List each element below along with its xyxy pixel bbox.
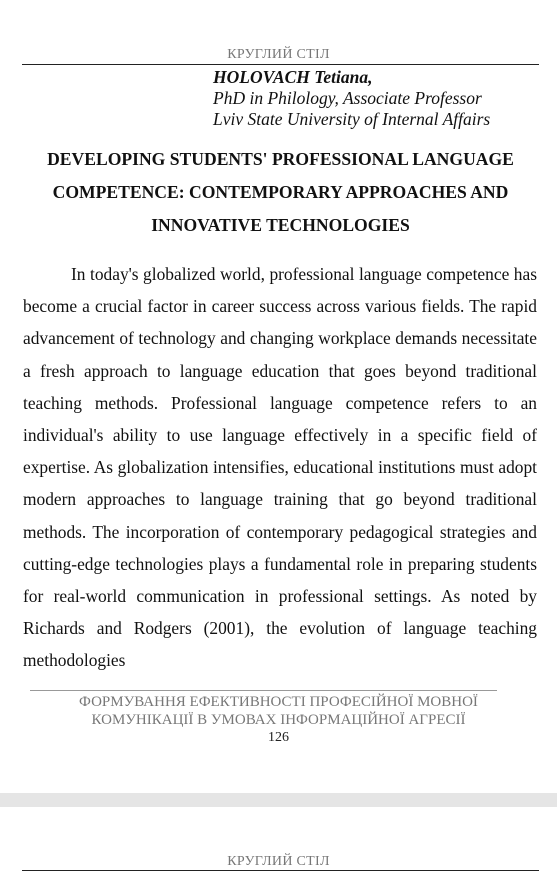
header-rule [22, 64, 539, 65]
footer-line-1: ФОРМУВАННЯ ЕФЕКТИВНОСТІ ПРОФЕСІЙНОЇ МОВНОЇ [79, 694, 478, 710]
page-separator [0, 793, 557, 807]
author-name: HOLOVACH Tetiana, [213, 67, 373, 87]
next-header-rule [22, 870, 539, 871]
body-paragraph: In today's globalized world, professional language competence has become a crucial factor in career success across various fields. The rapid advancement of technology and changing workplace demands necessitate a fresh approach to language education that goes beyond traditional teaching methods. Professional language competence refers to an individual's ability to use language effectively in a specific field of expertise. As globalization intensifies, educational institutions must adopt modern approaches to language training that go beyond traditional methods. The incorporation of contemporary pedagogical strategies and cutting-edge technologies plays a fundamental role in preparing students for real-world communication in professional settings. As noted by Richards and Rodgers (2001), the evolution of language teaching methodologies [23, 264, 537, 671]
footer-rule [30, 690, 497, 691]
next-document-page [0, 807, 557, 872]
author-affiliation: Lviv State University of Internal Affairs [213, 109, 491, 129]
page-number: 126 [268, 730, 289, 745]
article-title: DEVELOPING STUDENTS' PROFESSIONAL LANGUAGE COMPETENCE: CONTEMPORARY APPROACHES AND INNOVATIVE TECHNOLOGIES [47, 149, 514, 235]
next-running-head: КРУГЛИЙ СТІЛ [227, 854, 330, 869]
footer-line-2: КОМУНІКАЦІЇ В УМОВАХ ІНФОРМАЦІЙНОЇ АГРЕСІЇ [91, 712, 466, 728]
author-block [213, 67, 490, 130]
running-head: КРУГЛИЙ СТІЛ [227, 47, 330, 62]
author-degree: PhD in Philology, Associate Professor [213, 88, 482, 108]
footer [0, 693, 557, 729]
